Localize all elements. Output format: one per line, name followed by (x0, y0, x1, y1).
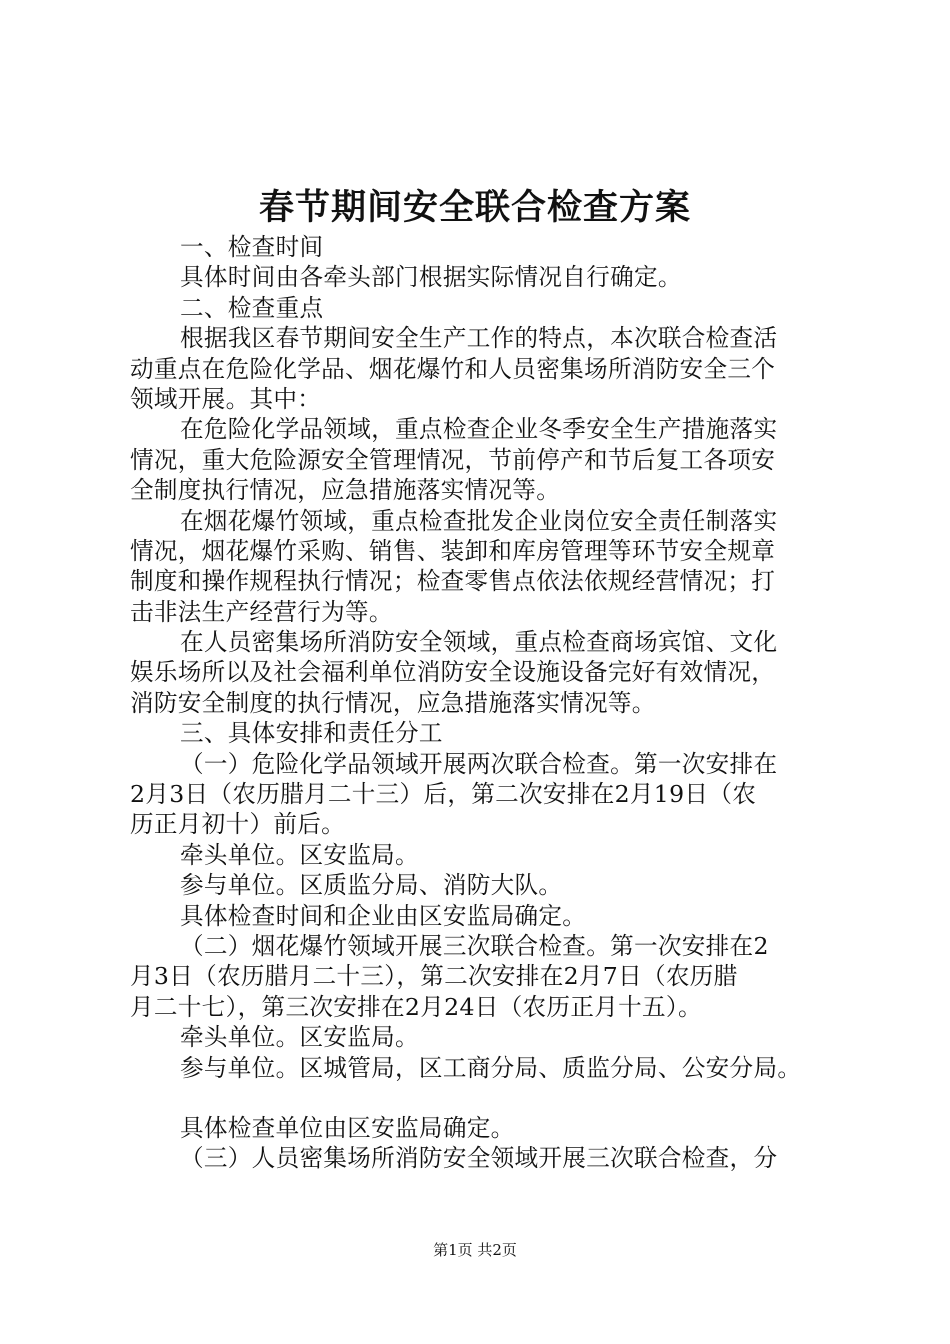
paragraph-line: 参与单位。区质监分局、消防大队。 (180, 871, 563, 900)
paragraph-line: （一）危险化学品领域开展两次联合检查。第一次安排在 (180, 749, 778, 778)
paragraph-line: 娱乐场所以及社会福利单位消防安全设施设备完好有效情况， (130, 658, 776, 687)
paragraph-gap (130, 1083, 832, 1113)
paragraph-line: 牵头单位。区安监局。 (180, 840, 419, 869)
paragraph-line: 情况，重大危险源安全管理情况，节前停产和节后复工各项安 (130, 445, 776, 474)
page-number-footer: 第1页 共2页 (433, 1241, 517, 1259)
paragraph-line: 在烟花爆竹领域，重点检查批发企业岗位安全责任制落实 (180, 506, 778, 535)
paragraph-line: 领域开展。其中： (130, 384, 322, 413)
paragraph-line: 历正月初十）前后。 (130, 810, 346, 839)
paragraph-line: 具体检查时间和企业由区安监局确定。 (180, 901, 587, 930)
paragraph-line: 2月3日（农历腊月二十三）后，第二次安排在2月19日（农 (130, 780, 757, 809)
paragraph-line: 参与单位。区城管局，区工商分局、质监分局、公安分局。 (180, 1053, 802, 1082)
document-body (130, 232, 832, 1174)
paragraph-line: 具体检查单位由区安监局确定。 (180, 1113, 515, 1142)
paragraph-line: （二）烟花爆竹领域开展三次联合检查。第一次安排在2 (180, 931, 769, 960)
section-heading: 三、具体安排和责任分工 (180, 719, 443, 748)
paragraph-line: 具体时间由各牵头部门根据实际情况自行确定。 (180, 263, 682, 292)
section-heading: 二、检查重点 (180, 293, 324, 322)
document-title: 春节期间安全联合检查方案 (258, 187, 691, 228)
paragraph-line: 根据我区春节期间安全生产工作的特点，本次联合检查活 (180, 324, 778, 353)
paragraph-line: 情况，烟花爆竹采购、销售、装卸和库房管理等环节安全规章 (130, 536, 776, 565)
paragraph-line: 制度和操作规程执行情况；检查零售点依法依规经营情况；打 (130, 567, 776, 596)
paragraph-line: 动重点在危险化学品、烟花爆竹和人员密集场所消防安全三个 (130, 354, 776, 383)
paragraph-line: 击非法生产经营行为等。 (130, 597, 393, 626)
paragraph-line: 在危险化学品领域，重点检查企业冬季安全生产措施落实 (180, 415, 778, 444)
paragraph-line: 牵头单位。区安监局。 (180, 1023, 419, 1052)
paragraph-line: 月二十七），第三次安排在2月24日（农历正月十五）。 (130, 992, 702, 1021)
paragraph-line: （三）人员密集场所消防安全领域开展三次联合检查，分 (180, 1144, 778, 1173)
paragraph-line: 全制度执行情况，应急措施落实情况等。 (130, 476, 561, 505)
paragraph-line: 月3日（农历腊月二十三），第二次安排在2月7日（农历腊 (130, 962, 738, 991)
paragraph-line: 在人员密集场所消防安全领域，重点检查商场宾馆、文化 (180, 628, 778, 657)
section-heading: 一、检查时间 (180, 233, 324, 261)
paragraph-line: 消防安全制度的执行情况，应急措施落实情况等。 (130, 688, 656, 717)
